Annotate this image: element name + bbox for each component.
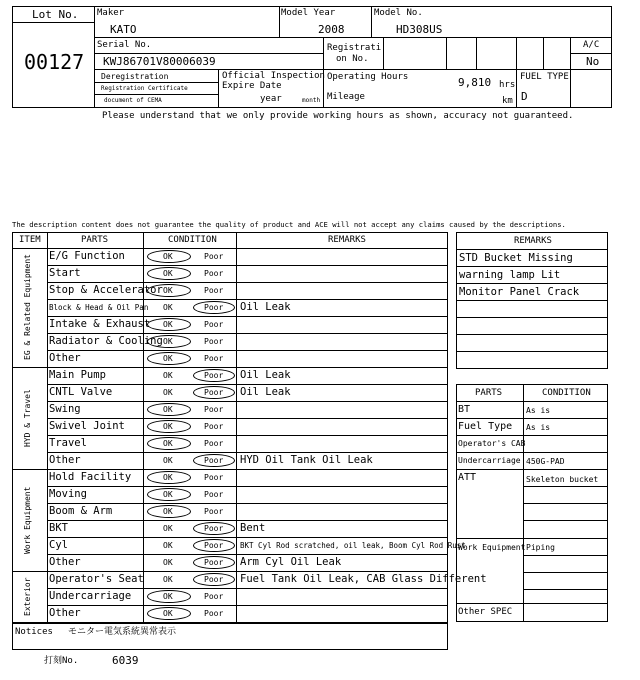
- poor-circle-mark: [193, 386, 235, 399]
- ok-option: OK: [163, 609, 173, 618]
- ok-circle-mark: [147, 437, 191, 450]
- ok-circle-mark: [147, 471, 191, 484]
- part-label: Other: [49, 607, 81, 619]
- part-label: E/G Function: [49, 250, 125, 262]
- ok-option: OK: [163, 320, 173, 329]
- poor-circle-mark: [193, 301, 235, 314]
- operating-hours-label: Operating Hours: [327, 72, 409, 82]
- ok-option: OK: [163, 337, 173, 346]
- notices-text: モニター電気系統異常表示: [68, 627, 177, 637]
- other-spec-label: Other SPEC: [458, 607, 513, 617]
- hrs-unit: hrs: [499, 80, 516, 90]
- part-label: CNTL Valve: [49, 386, 113, 398]
- poor-option: Poor: [204, 524, 224, 533]
- model-no-value: HD308US: [396, 23, 443, 36]
- ok-option: OK: [163, 473, 173, 482]
- notices-label: Notices: [15, 627, 53, 637]
- poor-option: Poor: [204, 269, 224, 278]
- remark-text: BKT Cyl Rod scratched, oil leak, Boom Cyl Rod Rust: [240, 541, 466, 550]
- side-part-label: BT: [458, 404, 471, 415]
- ok-option: OK: [163, 303, 173, 312]
- ok-option: OK: [163, 524, 173, 533]
- poor-option: Poor: [204, 456, 224, 465]
- part-label: Moving: [49, 488, 87, 500]
- poor-option: Poor: [204, 337, 224, 346]
- maker-value: KATO: [110, 23, 137, 36]
- side-remark-line: STD Bucket Missing: [459, 252, 573, 264]
- ok-circle-mark: [147, 505, 191, 518]
- part-label: Undercarriage: [49, 590, 132, 602]
- remark-text: Oil Leak: [240, 369, 291, 381]
- operating-hours-value: 9,810: [458, 76, 492, 89]
- part-label: Other: [49, 556, 81, 568]
- deregistration-label: Deregistration: [101, 72, 169, 81]
- registration-label-2: on No.: [336, 54, 369, 64]
- ok-circle-mark: [147, 420, 191, 433]
- poor-option: Poor: [204, 303, 224, 312]
- poor-circle-mark: [193, 369, 235, 382]
- ok-circle-mark: [147, 335, 191, 348]
- km-unit: km: [502, 96, 513, 106]
- part-label: Stop & Accelerator: [49, 284, 163, 296]
- ok-circle-mark: [147, 403, 191, 416]
- poor-option: Poor: [204, 439, 224, 448]
- poor-option: Poor: [204, 286, 224, 295]
- poor-option: Poor: [204, 507, 224, 516]
- model-no-label: Model No.: [374, 8, 423, 18]
- ok-option: OK: [163, 507, 173, 516]
- group-label: EG & Related Equipment: [23, 254, 32, 361]
- remark-text: Oil Leak: [240, 301, 291, 313]
- part-label: Swivel Joint: [49, 420, 125, 432]
- part-label: Hold Facility: [49, 471, 132, 483]
- part-label: Start: [49, 267, 81, 279]
- poor-option: Poor: [204, 371, 224, 380]
- fuel-type-value: D: [521, 90, 528, 103]
- part-label: Other: [49, 352, 81, 364]
- side-part-label: Undercarriage: [458, 456, 521, 465]
- month-label: month: [302, 97, 321, 104]
- col-remarks: REMARKS: [328, 235, 366, 245]
- ok-option: OK: [163, 371, 173, 380]
- col-condition: CONDITION: [168, 235, 217, 245]
- ok-option: OK: [163, 388, 173, 397]
- group-label: Exterior: [23, 577, 32, 616]
- col-parts: PARTS: [81, 235, 109, 245]
- ok-option: OK: [163, 592, 173, 601]
- side-remark-line: warning lamp Lit: [459, 269, 561, 281]
- ok-option: OK: [163, 541, 173, 550]
- poor-circle-mark: [193, 573, 235, 586]
- group-label: HYD & Travel: [23, 389, 32, 447]
- registration-label: Registrati: [327, 43, 382, 53]
- ok-circle-mark: [147, 607, 191, 620]
- ok-circle-mark: [147, 250, 191, 263]
- ok-circle-mark: [147, 267, 191, 280]
- work-equipment-label: Work Equipment: [458, 543, 526, 552]
- part-label: Block & Head & Oil Pan: [49, 303, 149, 312]
- side-part-condition: 450G-PAD: [526, 457, 565, 466]
- part-label: Travel: [49, 437, 87, 449]
- fuel-type-label: FUEL TYPE: [520, 72, 569, 82]
- part-label: Intake & Exhaust: [49, 318, 151, 330]
- maker-label: Maker: [97, 8, 125, 18]
- side-part-condition: As is: [526, 423, 551, 432]
- ok-option: OK: [163, 456, 173, 465]
- att-label: ATT: [458, 472, 477, 483]
- part-label: Other: [49, 454, 81, 466]
- poor-option: Poor: [204, 422, 224, 431]
- side-parts-col-condition: CONDITION: [542, 388, 591, 398]
- serial-label: Serial No.: [97, 40, 152, 50]
- side-remark-line: Monitor Panel Crack: [459, 286, 580, 298]
- poor-option: Poor: [204, 490, 224, 499]
- remark-text: Bent: [240, 522, 266, 534]
- poor-option: Poor: [204, 541, 224, 550]
- model-year-value: 2008: [318, 23, 345, 36]
- poor-circle-mark: [193, 454, 235, 467]
- ok-option: OK: [163, 575, 173, 584]
- part-label: Cyl: [49, 539, 68, 551]
- part-label: Swing: [49, 403, 81, 415]
- poor-option: Poor: [204, 388, 224, 397]
- side-parts-col-parts: PARTS: [475, 388, 503, 398]
- serial-value: KWJ86701V80006039: [103, 55, 216, 68]
- side-remarks-title: REMARKS: [514, 236, 552, 246]
- ok-option: OK: [163, 490, 173, 499]
- ok-option: OK: [163, 286, 173, 295]
- poor-option: Poor: [204, 405, 224, 414]
- cema-document-label: document of CEMA: [104, 97, 162, 104]
- poor-option: Poor: [204, 592, 224, 601]
- ok-option: OK: [163, 354, 173, 363]
- part-label: Operator's Seat: [49, 573, 144, 585]
- stamp-label: 打刻No.: [44, 656, 79, 666]
- inspection-label: Official Inspection: [222, 71, 325, 81]
- ac-label: A/C: [583, 40, 600, 50]
- ok-circle-mark: [147, 590, 191, 603]
- ok-circle-mark: [147, 488, 191, 501]
- att-value: Skeleton bucket: [526, 475, 599, 484]
- ok-circle-mark: [147, 318, 191, 331]
- poor-option: Poor: [204, 473, 224, 482]
- part-label: BKT: [49, 522, 68, 534]
- year-label: year: [260, 94, 282, 104]
- remark-text: Oil Leak: [240, 386, 291, 398]
- col-item: ITEM: [19, 235, 41, 245]
- side-part-label: Operator's CAB: [458, 439, 526, 448]
- poor-option: Poor: [204, 354, 224, 363]
- group-label: Work Equipment: [23, 486, 32, 554]
- poor-circle-mark: [193, 539, 235, 552]
- poor-option: Poor: [204, 320, 224, 329]
- ok-circle-mark: [147, 352, 191, 365]
- work-equipment-value: Piping: [526, 543, 555, 552]
- poor-circle-mark: [193, 556, 235, 569]
- ok-option: OK: [163, 422, 173, 431]
- registration-certificate-label: Registration Certificate: [101, 85, 188, 92]
- remark-text: HYD Oil Tank Oil Leak: [240, 454, 373, 466]
- ok-option: OK: [163, 269, 173, 278]
- mileage-label: Mileage: [327, 92, 365, 102]
- inspection-label-2: Expire Date: [222, 81, 282, 91]
- poor-option: Poor: [204, 609, 224, 618]
- remark-text: Fuel Tank Oil Leak, CAB Glass Different: [240, 573, 487, 585]
- ok-option: OK: [163, 405, 173, 414]
- side-part-label: Fuel Type: [458, 421, 513, 432]
- side-part-condition: As is: [526, 406, 551, 415]
- poor-option: Poor: [204, 575, 224, 584]
- lot-label: Lot No.: [32, 8, 79, 21]
- ok-option: OK: [163, 252, 173, 261]
- working-hours-note: Please understand that we only provide working hours as shown, accuracy not guaranteed.: [102, 111, 574, 121]
- disclaimer: The description content does not guarantee the quality of product and ACE will not accept any claims caused by the descriptions.: [12, 220, 566, 229]
- ok-option: OK: [163, 558, 173, 567]
- remark-text: Arm Cyl Oil Leak: [240, 556, 342, 568]
- part-label: Main Pump: [49, 369, 106, 381]
- ok-circle-mark: [147, 284, 191, 297]
- ok-option: OK: [163, 439, 173, 448]
- poor-option: Poor: [204, 252, 224, 261]
- ac-value: No: [586, 55, 600, 68]
- part-label: Radiator & Cooling: [49, 335, 163, 347]
- part-label: Boom & Arm: [49, 505, 113, 517]
- poor-option: Poor: [204, 558, 224, 567]
- stamp-value: 6039: [112, 654, 139, 667]
- lot-number: 00127: [24, 50, 85, 74]
- model-year-label: Model Year: [281, 8, 336, 18]
- poor-circle-mark: [193, 522, 235, 535]
